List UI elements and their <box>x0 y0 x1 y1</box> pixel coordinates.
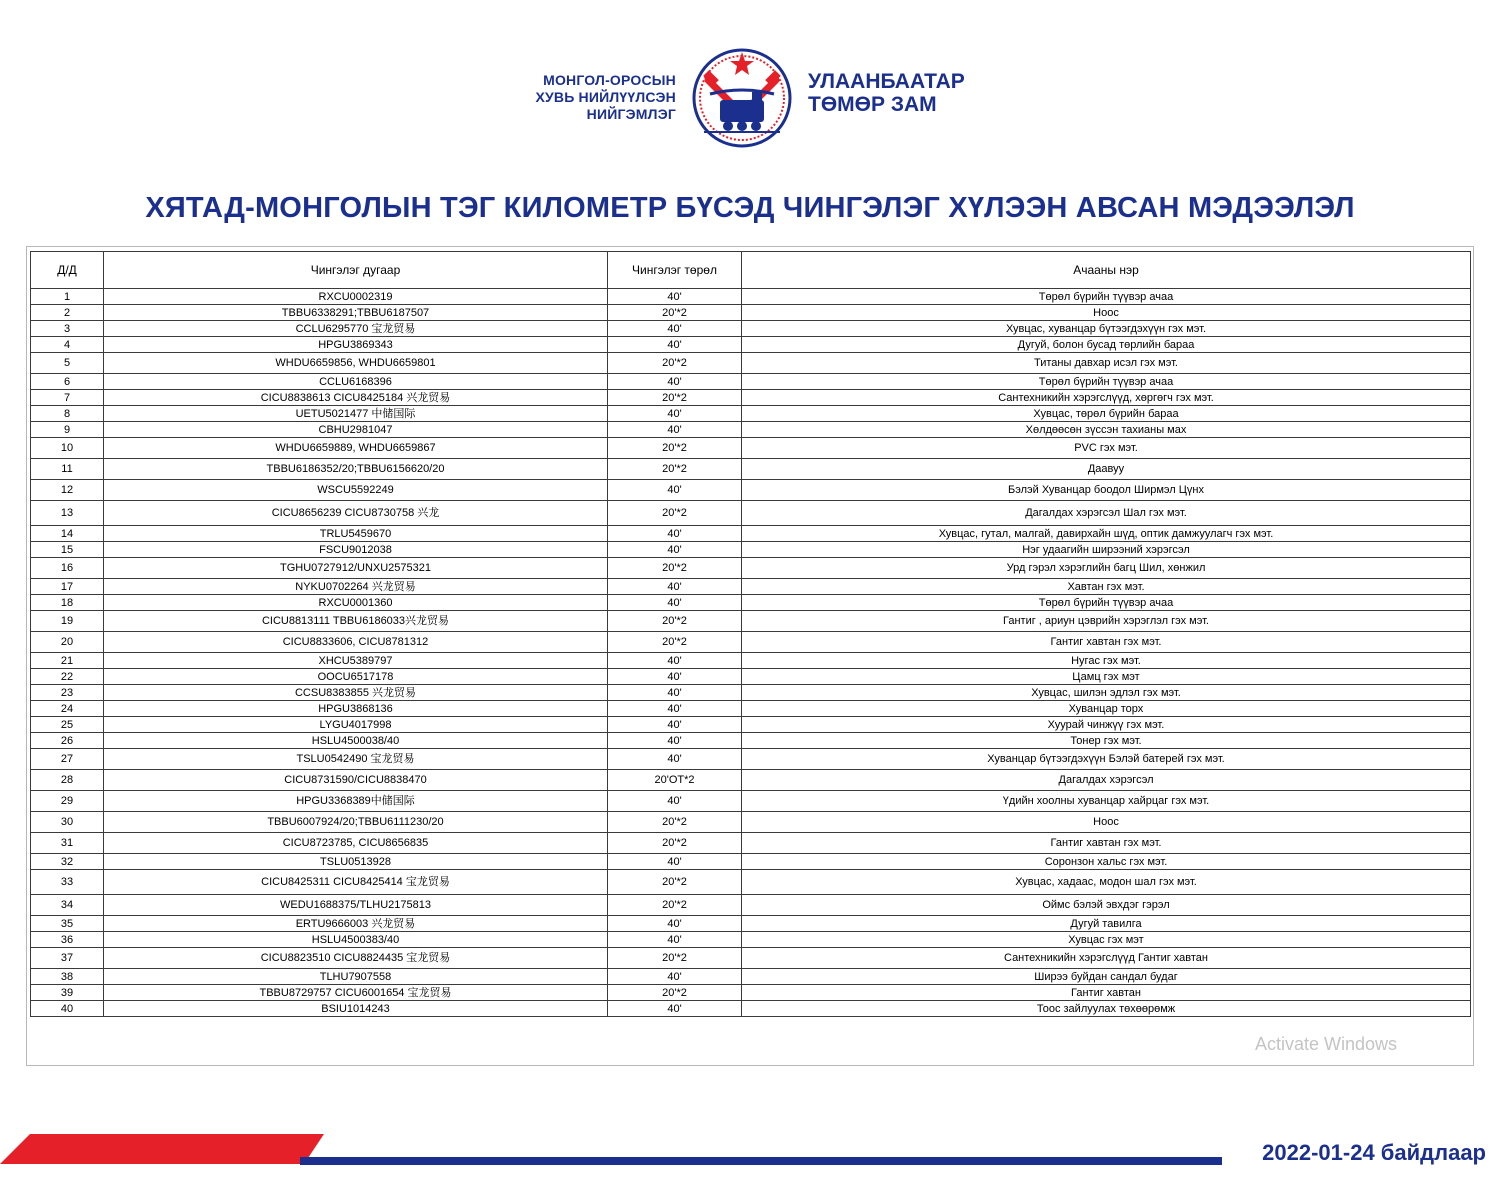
table-row <box>31 701 1471 717</box>
cell-container-type: 20'*2 <box>608 390 742 406</box>
table-row <box>31 422 1471 438</box>
cell-container-type: 40' <box>608 717 742 733</box>
cell-number: 39 <box>31 985 104 1001</box>
table-row <box>31 337 1471 353</box>
cell-container-number: RXCU0002319 <box>104 289 608 305</box>
cell-container-type: 20'*2 <box>608 948 742 969</box>
cell-cargo-name: Хувцас, хуванцар бүтээгдэхүүн гэх мэт. <box>742 321 1471 337</box>
footer-red-stripe <box>0 1134 324 1164</box>
table-row <box>31 406 1471 422</box>
cell-number: 16 <box>31 558 104 579</box>
cell-cargo-name: Даавуу <box>742 459 1471 480</box>
cell-number: 36 <box>31 932 104 948</box>
cell-number: 29 <box>31 791 104 812</box>
cell-container-type: 40' <box>608 406 742 422</box>
cell-container-type: 20'*2 <box>608 558 742 579</box>
table-row <box>31 321 1471 337</box>
cell-container-number: CICU8838613 CICU8425184 兴龙贸易 <box>104 390 608 406</box>
cell-cargo-name: Нэг удаагийн ширээний хэрэгсэл <box>742 542 1471 558</box>
cell-container-type: 40' <box>608 321 742 337</box>
cell-cargo-name: Төрөл бүрийн түүвэр ачаа <box>742 374 1471 390</box>
cell-container-type: 40' <box>608 422 742 438</box>
cell-number: 37 <box>31 948 104 969</box>
cell-container-type: 20'*2 <box>608 632 742 653</box>
org-right-name <box>808 70 1028 116</box>
railway-emblem-icon <box>690 46 794 150</box>
cell-cargo-name: Гантиг хавтан гэх мэт. <box>742 833 1471 854</box>
cell-cargo-name: Хувцас, гутал, малгай, давирхайн шүд, оптик дамжуулагч гэх мэт. <box>742 526 1471 542</box>
table-row <box>31 969 1471 985</box>
cell-number: 27 <box>31 749 104 770</box>
cell-container-type: 40' <box>608 791 742 812</box>
table-row <box>31 733 1471 749</box>
cell-number: 31 <box>31 833 104 854</box>
cell-container-number: OOCU6517178 <box>104 669 608 685</box>
table-row <box>31 353 1471 374</box>
cell-container-number: FSCU9012038 <box>104 542 608 558</box>
cell-container-type: 20'*2 <box>608 459 742 480</box>
table-header-row <box>31 252 1471 289</box>
cell-container-number: HPGU3368389中储国际 <box>104 791 608 812</box>
cell-number: 23 <box>31 685 104 701</box>
cell-cargo-name: Гантиг хавтан <box>742 985 1471 1001</box>
cell-container-number: TBBU8729757 CICU6001654 宝龙贸易 <box>104 985 608 1001</box>
org-right-line-1: УЛААНБААТАР <box>808 70 965 93</box>
cell-number: 40 <box>31 1001 104 1017</box>
table-row <box>31 632 1471 653</box>
cell-container-number: RXCU0001360 <box>104 595 608 611</box>
cell-container-number: TGHU0727912/UNXU2575321 <box>104 558 608 579</box>
cell-number: 34 <box>31 895 104 916</box>
footer <box>0 1130 1500 1184</box>
column-header-cargo-name: Ачааны нэр <box>742 252 1471 289</box>
cell-cargo-name: PVC гэх мэт. <box>742 438 1471 459</box>
cell-container-type: 20'*2 <box>608 895 742 916</box>
cell-cargo-name: Бэлэй Хуванцар боодол Ширмэл Цүнх <box>742 480 1471 501</box>
cell-container-type: 40' <box>608 480 742 501</box>
column-header-container-type: Чингэлэг төрөл <box>608 252 742 289</box>
cell-cargo-name: Цамц гэх мэт <box>742 669 1471 685</box>
cell-container-number: WEDU1688375/TLHU2175813 <box>104 895 608 916</box>
cell-cargo-name: Ноос <box>742 305 1471 321</box>
cell-cargo-name: Хувцас, шилэн эдлэл гэх мэт. <box>742 685 1471 701</box>
column-header-container-number: Чингэлэг дугаар <box>104 252 608 289</box>
cell-number: 15 <box>31 542 104 558</box>
table-row <box>31 985 1471 1001</box>
cell-number: 4 <box>31 337 104 353</box>
cell-cargo-name: Хөлдөөсөн зүссэн тахианы мах <box>742 422 1471 438</box>
cell-container-type: 40' <box>608 932 742 948</box>
cell-container-number: CICU8723785, CICU8656835 <box>104 833 608 854</box>
cell-container-type: 20'*2 <box>608 985 742 1001</box>
cell-container-number: NYKU0702264 兴龙贸易 <box>104 579 608 595</box>
cell-cargo-name: Төрөл бүрийн түүвэр ачаа <box>742 289 1471 305</box>
cell-cargo-name: Ширээ буйдан сандал будаг <box>742 969 1471 985</box>
cell-container-number: CCLU6295770 宝龙贸易 <box>104 321 608 337</box>
cell-container-number: BSIU1014243 <box>104 1001 608 1017</box>
cell-cargo-name: Хувцас, хадаас, модон шал гэх мэт. <box>742 870 1471 895</box>
table-row <box>31 833 1471 854</box>
cell-number: 10 <box>31 438 104 459</box>
org-left-line-1: МОНГОЛ-ОРОСЫН <box>543 72 676 88</box>
cell-container-number: CCSU8383855 兴龙贸易 <box>104 685 608 701</box>
cell-container-type: 20'*2 <box>608 870 742 895</box>
cell-number: 14 <box>31 526 104 542</box>
cell-number: 1 <box>31 289 104 305</box>
cell-cargo-name: Тоос зайлуулах төхөөрөмж <box>742 1001 1471 1017</box>
cell-container-type: 40' <box>608 733 742 749</box>
cell-container-type: 40' <box>608 1001 742 1017</box>
org-left-name <box>500 72 676 123</box>
cell-number: 18 <box>31 595 104 611</box>
header <box>0 40 1500 150</box>
cell-number: 3 <box>31 321 104 337</box>
table-row <box>31 685 1471 701</box>
cell-number: 22 <box>31 669 104 685</box>
org-left-line-3: НИЙГЭМЛЭГ <box>586 106 676 122</box>
cell-container-number: WSCU5592249 <box>104 480 608 501</box>
table-row <box>31 289 1471 305</box>
cell-container-type: 20'OT*2 <box>608 770 742 791</box>
table-row <box>31 948 1471 969</box>
column-header-number: Д/Д <box>31 252 104 289</box>
table-row <box>31 558 1471 579</box>
cell-container-type: 40' <box>608 374 742 390</box>
table-row <box>31 812 1471 833</box>
cell-container-number: HSLU4500383/40 <box>104 932 608 948</box>
cell-number: 7 <box>31 390 104 406</box>
cell-container-number: HPGU3868136 <box>104 701 608 717</box>
cell-cargo-name: Хуурай чинжүү гэх мэт. <box>742 717 1471 733</box>
cell-cargo-name: Дугуй тавилга <box>742 916 1471 932</box>
cell-number: 13 <box>31 501 104 526</box>
table-row <box>31 916 1471 932</box>
cell-container-type: 20'*2 <box>608 812 742 833</box>
cell-number: 26 <box>31 733 104 749</box>
cell-number: 12 <box>31 480 104 501</box>
cell-container-type: 40' <box>608 669 742 685</box>
cell-container-type: 40' <box>608 685 742 701</box>
cell-container-type: 20'*2 <box>608 353 742 374</box>
cell-cargo-name: Оймс бэлэй эвхдэг гэрэл <box>742 895 1471 916</box>
cell-cargo-name: Соронзон хальс гэх мэт. <box>742 854 1471 870</box>
cell-number: 8 <box>31 406 104 422</box>
cell-container-number: TSLU0542490 宝龙贸易 <box>104 749 608 770</box>
cell-number: 25 <box>31 717 104 733</box>
table-row <box>31 770 1471 791</box>
cell-container-number: HSLU4500038/40 <box>104 733 608 749</box>
cell-container-number: TBBU6007924/20;TBBU6111230/20 <box>104 812 608 833</box>
table-row <box>31 749 1471 770</box>
cell-container-number: CICU8823510 CICU8824435 宝龙贸易 <box>104 948 608 969</box>
cell-container-number: XHCU5389797 <box>104 653 608 669</box>
cell-cargo-name: Нугас гэх мэт. <box>742 653 1471 669</box>
table-row <box>31 669 1471 685</box>
cell-cargo-name: Хувцас, төрөл бүрийн бараа <box>742 406 1471 422</box>
cell-container-number: ERTU9666003 兴龙贸易 <box>104 916 608 932</box>
cell-cargo-name: Хувцас гэх мэт <box>742 932 1471 948</box>
cell-cargo-name: Тонер гэх мэт. <box>742 733 1471 749</box>
cell-number: 33 <box>31 870 104 895</box>
cell-container-number: CICU8731590/CICU8838470 <box>104 770 608 791</box>
cell-container-type: 40' <box>608 595 742 611</box>
cell-cargo-name: Хавтан гэх мэт. <box>742 579 1471 595</box>
cell-container-number: CICU8425311 CICU8425414 宝龙贸易 <box>104 870 608 895</box>
page-title: ХЯТАД-МОНГОЛЫН ТЭГ КИЛОМЕТР БҮСЭД ЧИНГЭЛЭГ ХҮЛЭЭН АВСАН МЭДЭЭЛЭЛ <box>145 192 1355 224</box>
cell-container-type: 20'*2 <box>608 833 742 854</box>
report-date: 2022-01-24 байдлаар <box>1262 1140 1486 1165</box>
cell-container-type: 40' <box>608 854 742 870</box>
cell-container-number: CBHU2981047 <box>104 422 608 438</box>
cell-cargo-name: Титаны давхар исэл гэх мэт. <box>742 353 1471 374</box>
cell-container-number: TRLU5459670 <box>104 526 608 542</box>
table-row <box>31 480 1471 501</box>
cell-number: 6 <box>31 374 104 390</box>
org-right-line-2: ТӨМӨР ЗАМ <box>808 93 937 116</box>
cell-container-number: TLHU7907558 <box>104 969 608 985</box>
cell-cargo-name: Дагалдах хэрэгсэл <box>742 770 1471 791</box>
cell-cargo-name: Хуванцар торх <box>742 701 1471 717</box>
cell-number: 32 <box>31 854 104 870</box>
table-row <box>31 611 1471 632</box>
cell-cargo-name: Үдийн хоолны хуванцар хайрцаг гэх мэт. <box>742 791 1471 812</box>
cell-container-type: 40' <box>608 653 742 669</box>
cell-container-number: LYGU4017998 <box>104 717 608 733</box>
cell-container-type: 20'*2 <box>608 305 742 321</box>
table-row <box>31 501 1471 526</box>
table-container <box>26 246 1474 1066</box>
table-row <box>31 374 1471 390</box>
table-row <box>31 854 1471 870</box>
cell-cargo-name: Сантехникийн хэрэгслүүд, хөргөгч гэх мэт. <box>742 390 1471 406</box>
table-row <box>31 459 1471 480</box>
table-row <box>31 526 1471 542</box>
cell-container-type: 40' <box>608 701 742 717</box>
cell-number: 20 <box>31 632 104 653</box>
cell-number: 5 <box>31 353 104 374</box>
cell-container-type: 20'*2 <box>608 501 742 526</box>
cell-container-number: CICU8833606, CICU8781312 <box>104 632 608 653</box>
cell-container-type: 40' <box>608 526 742 542</box>
cell-number: 21 <box>31 653 104 669</box>
table-row <box>31 542 1471 558</box>
table-row <box>31 1001 1471 1017</box>
table-row <box>31 653 1471 669</box>
cell-cargo-name: Гантиг , ариун цэврийн хэрэглэл гэх мэт. <box>742 611 1471 632</box>
org-left-line-2: ХУВЬ НИЙЛҮҮЛСЭН <box>535 89 676 105</box>
cell-cargo-name: Төрөл бүрийн түүвэр ачаа <box>742 595 1471 611</box>
cell-cargo-name: Урд гэрэл хэрэглийн багц Шил, хөнжил <box>742 558 1471 579</box>
cell-number: 2 <box>31 305 104 321</box>
cell-container-type: 40' <box>608 337 742 353</box>
cell-number: 28 <box>31 770 104 791</box>
cell-container-number: WHDU6659856, WHDU6659801 <box>104 353 608 374</box>
cell-container-number: TSLU0513928 <box>104 854 608 870</box>
cell-number: 19 <box>31 611 104 632</box>
table-row <box>31 895 1471 916</box>
cell-container-type: 20'*2 <box>608 438 742 459</box>
cell-container-number: CICU8656239 CICU8730758 兴龙 <box>104 501 608 526</box>
table-row <box>31 390 1471 406</box>
table-row <box>31 438 1471 459</box>
activate-windows-watermark: Activate Windows <box>1255 1034 1398 1054</box>
cell-container-type: 20'*2 <box>608 611 742 632</box>
cell-container-number: WHDU6659889, WHDU6659867 <box>104 438 608 459</box>
cell-container-type: 40' <box>608 289 742 305</box>
cell-container-type: 40' <box>608 542 742 558</box>
cell-number: 9 <box>31 422 104 438</box>
table-row <box>31 717 1471 733</box>
cell-number: 17 <box>31 579 104 595</box>
cell-cargo-name: Дагалдах хэрэгсэл Шал гэх мэт. <box>742 501 1471 526</box>
cell-container-number: UETU5021477 中储国际 <box>104 406 608 422</box>
footer-blue-line <box>300 1157 1222 1165</box>
cell-cargo-name: Хуванцар бүтээгдэхүүн Бэлэй батерей гэх мэт. <box>742 749 1471 770</box>
table-row <box>31 305 1471 321</box>
cell-container-number: TBBU6338291;TBBU6187507 <box>104 305 608 321</box>
cell-cargo-name: Ноос <box>742 812 1471 833</box>
cell-number: 11 <box>31 459 104 480</box>
cell-container-number: CCLU6168396 <box>104 374 608 390</box>
cell-container-number: TBBU6186352/20;TBBU6156620/20 <box>104 459 608 480</box>
cell-number: 24 <box>31 701 104 717</box>
table-row <box>31 791 1471 812</box>
cell-number: 35 <box>31 916 104 932</box>
cell-container-number: CICU8813111 TBBU6186033兴龙贸易 <box>104 611 608 632</box>
cell-cargo-name: Дугуй, болон бусад төрлийн бараа <box>742 337 1471 353</box>
container-table <box>30 251 1471 1017</box>
cell-container-number: HPGU3869343 <box>104 337 608 353</box>
cell-container-type: 40' <box>608 579 742 595</box>
cell-container-type: 40' <box>608 969 742 985</box>
table-row <box>31 870 1471 895</box>
cell-container-type: 40' <box>608 916 742 932</box>
table-body <box>31 289 1471 1017</box>
table-row <box>31 579 1471 595</box>
cell-cargo-name: Сантехникийн хэрэгслүүд Гантиг хавтан <box>742 948 1471 969</box>
cell-container-type: 40' <box>608 749 742 770</box>
cell-cargo-name: Гантиг хавтан гэх мэт. <box>742 632 1471 653</box>
table-row <box>31 595 1471 611</box>
cell-number: 38 <box>31 969 104 985</box>
table-row <box>31 932 1471 948</box>
cell-number: 30 <box>31 812 104 833</box>
